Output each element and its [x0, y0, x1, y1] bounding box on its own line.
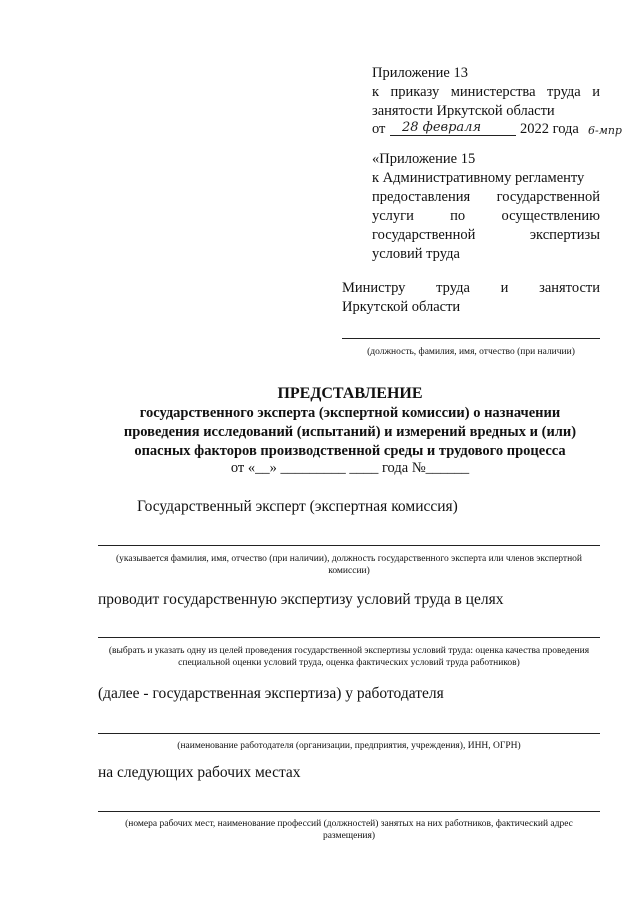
appendix13-block	[372, 64, 600, 121]
purpose-underline	[98, 637, 600, 638]
appendix13-word: труда	[547, 84, 581, 100]
heading-date-line: от «__» _________ ____ года №______	[230, 460, 470, 476]
heading-title: ПРЕДСТАВЛЕНИЕ	[277, 385, 423, 402]
addressee-word: Министру	[342, 280, 406, 296]
appendix15-word: экспертизы	[529, 227, 600, 243]
appendix13-line1	[372, 83, 600, 102]
appendix15-word: предоставления	[372, 189, 471, 205]
further-text: (далее - государственная экспертиза) у работодателя	[98, 685, 444, 702]
expert-caption: (указывается фамилия, имя, отчество (при наличии), должность государственного эксперта или членов экспертной комиссии)	[116, 554, 582, 576]
appendix13-word: и	[592, 84, 600, 100]
employer-caption: (наименование работодателя (организации, предприятия, учреждения), ИНН, ОГРН)	[177, 741, 521, 751]
expert-label: Государственный эксперт (экспертная комиссия)	[137, 498, 458, 515]
date-underline	[390, 135, 516, 136]
workplaces-underline	[98, 811, 600, 812]
heading-line2: проведения исследований (испытаний) и измерений вредных и (или)	[123, 424, 577, 440]
appendix15-word: государственной	[496, 189, 600, 205]
appendix15-word: осуществлению	[501, 208, 600, 224]
addressee-word: труда	[436, 280, 470, 296]
appendix15-line3	[372, 207, 600, 226]
appendix15-line1: к Административному регламенту	[372, 170, 585, 186]
workplaces-text: на следующих рабочих местах	[98, 764, 301, 781]
from-prefix: от	[372, 121, 386, 137]
handwritten-number: 6-мпр	[588, 124, 622, 137]
document-heading	[100, 383, 600, 461]
employer-underline	[98, 733, 600, 734]
appendix15-word: по	[450, 208, 466, 224]
addressee-line1	[342, 279, 600, 298]
appendix15-block	[372, 150, 600, 264]
appendix15-title: «Приложение 15	[372, 151, 476, 167]
appendix13-word: министерства	[450, 84, 536, 100]
appendix15-line5: условий труда	[372, 246, 460, 262]
addressee-word: занятости	[539, 280, 600, 296]
appendix15-word: государственной	[372, 227, 476, 243]
conducts-text: проводит государственную экспертизу условий труда в целях	[98, 591, 504, 608]
appendix15-word: услуги	[372, 208, 414, 224]
addressee-line2: Иркутской области	[342, 299, 461, 315]
appendix15-line4	[372, 226, 600, 245]
heading-line3: опасных факторов производственной среды и трудового процесса	[134, 443, 566, 459]
addressee-word: и	[500, 280, 509, 296]
appendix13-word: к	[372, 84, 380, 100]
addressee-underline	[342, 338, 600, 339]
appendix13-line2: занятости Иркутской области	[372, 103, 555, 119]
appendix15-line2	[372, 188, 600, 207]
appendix13-title: Приложение 13	[372, 65, 468, 81]
workplaces-caption: (номера рабочих мест, наименование профессий (должностей) занятых на них работников, фактический адрес размещения)	[125, 819, 573, 841]
appendix13-date-row	[372, 120, 636, 140]
appendix13-word: приказу	[390, 84, 440, 100]
handwritten-date: 28 февраля	[402, 120, 482, 135]
expert-underline	[98, 545, 600, 546]
addressee-block	[342, 279, 600, 317]
heading-line1: государственного эксперта (экспертной комиссии) о назначении	[139, 405, 561, 421]
purpose-caption: (выбрать и указать одну из целей проведения государственной экспертизы условий труда: оценка качества проведения специальной оценки условий труда, оценка фактических условий труда работников)	[108, 646, 590, 668]
addressee-caption: (должность, фамилия, имя, отчество (при наличии)	[367, 347, 575, 357]
year-suffix: 2022 года	[520, 121, 579, 137]
